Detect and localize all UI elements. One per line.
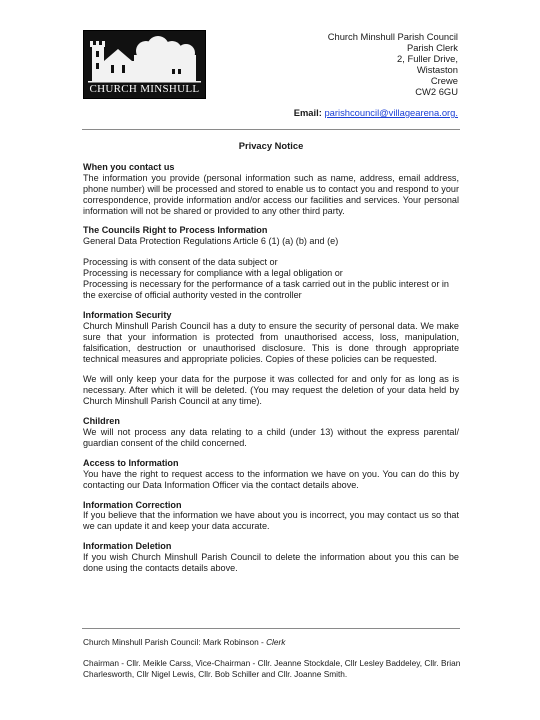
logo-text: CHURCH MINSHULL bbox=[89, 83, 200, 95]
section-heading: The Councils Right to Process Information bbox=[83, 225, 268, 236]
section-paragraph: The information you provide (personal information such as name, address, email address, phone number) will be processed and stored to enable us to contact you and respond to your correspondence, provide information and/or access our facilities and services. Your personal information will not be shared or provided to any other third party. bbox=[83, 172, 459, 216]
header-divider bbox=[82, 129, 460, 130]
address-block bbox=[258, 31, 458, 97]
email-label: Email: bbox=[293, 107, 322, 118]
section-paragraph: We will only keep your data for the purpose it was collected for and only for as long as is necessary. After which it will be deleted. (You may request the deletion of your data held by Church Minshull Parish Council at any time). bbox=[83, 374, 459, 407]
section-heading: Information Deletion bbox=[83, 541, 172, 552]
section-right-to-process bbox=[83, 225, 459, 300]
section-children bbox=[83, 416, 459, 449]
address-line: Parish Clerk bbox=[406, 42, 458, 53]
section-paragraph: You have the right to request access to the information we have on you. You can do this by contacting our Data Information Officer via the contact details above. bbox=[83, 468, 459, 490]
section-correction bbox=[83, 500, 459, 533]
section-paragraph: We will not process any data relating to a child (under 13) without the express parental/ guardian consent of the child concerned. bbox=[83, 427, 459, 448]
email-link[interactable]: parishcouncil@villagearena.org. bbox=[324, 107, 458, 118]
section-heading: Children bbox=[83, 416, 120, 427]
address-line: Church Minshull Parish Council bbox=[327, 31, 458, 42]
section-heading: Information Correction bbox=[83, 499, 182, 510]
section-deletion bbox=[83, 541, 459, 574]
section-heading: When you contact us bbox=[83, 161, 175, 172]
address-line: 2, Fuller Drive, bbox=[397, 53, 458, 64]
section-heading: Information Security bbox=[83, 309, 172, 320]
footer-divider bbox=[82, 628, 460, 629]
section-access bbox=[83, 458, 459, 491]
section-paragraph: If you believe that the information we have about you is incorrect, you may contact us so that we can update it and keep your data accurate. bbox=[83, 510, 459, 532]
section-paragraph: Church Minshull Parish Council has a duty to ensure the security of personal data. We make sure that your information is protected from unauthorised access, loss, manipulation, falsification, destruction or unauthorised disclosure. This is done through appropriate technical measures and appropriate policies. Copies of these policies can be requested. bbox=[83, 320, 459, 364]
email-line bbox=[294, 107, 458, 118]
section-line: General Data Protection Regulations Article 6 (1) (a) (b) and (e) bbox=[83, 236, 339, 247]
section-security bbox=[83, 310, 459, 407]
address-line: Crewe bbox=[430, 75, 458, 86]
section-line: Processing is necessary for compliance with a legal obligation or bbox=[83, 268, 343, 279]
footer-members: Chairman - Cllr. Meikle Carss, Vice-Chairman - Cllr. Jeanne Stockdale, Cllr Lesley Baddeley, Cllr. Brian Charlesworth, Cllr Nigel Lewis, Cllr. Bob Schiller and Cllr. Joanne Smith. bbox=[83, 658, 461, 679]
council-logo bbox=[83, 30, 206, 99]
section-line: Processing is necessary for the performance of a task carried out in the public interest or in the exercise of official authority vested in the controller bbox=[83, 279, 449, 300]
section-paragraph: If you wish Church Minshull Parish Council to delete the information about you this can be done using the contacts details above. bbox=[83, 552, 459, 574]
footer-clerk bbox=[83, 637, 285, 647]
address-line: CW2 6GU bbox=[415, 86, 458, 97]
section-heading: Access to Information bbox=[83, 457, 179, 468]
page-title: Privacy Notice bbox=[238, 140, 304, 151]
notice-body bbox=[83, 141, 459, 583]
section-line: Processing is with consent of the data subject or bbox=[83, 257, 278, 268]
address-line: Wistaston bbox=[416, 64, 458, 75]
footer-clerk-role: Clerk bbox=[266, 637, 286, 647]
footer-clerk-text: Church Minshull Parish Council: Mark Robinson - bbox=[83, 637, 267, 647]
section-contact bbox=[83, 162, 459, 217]
